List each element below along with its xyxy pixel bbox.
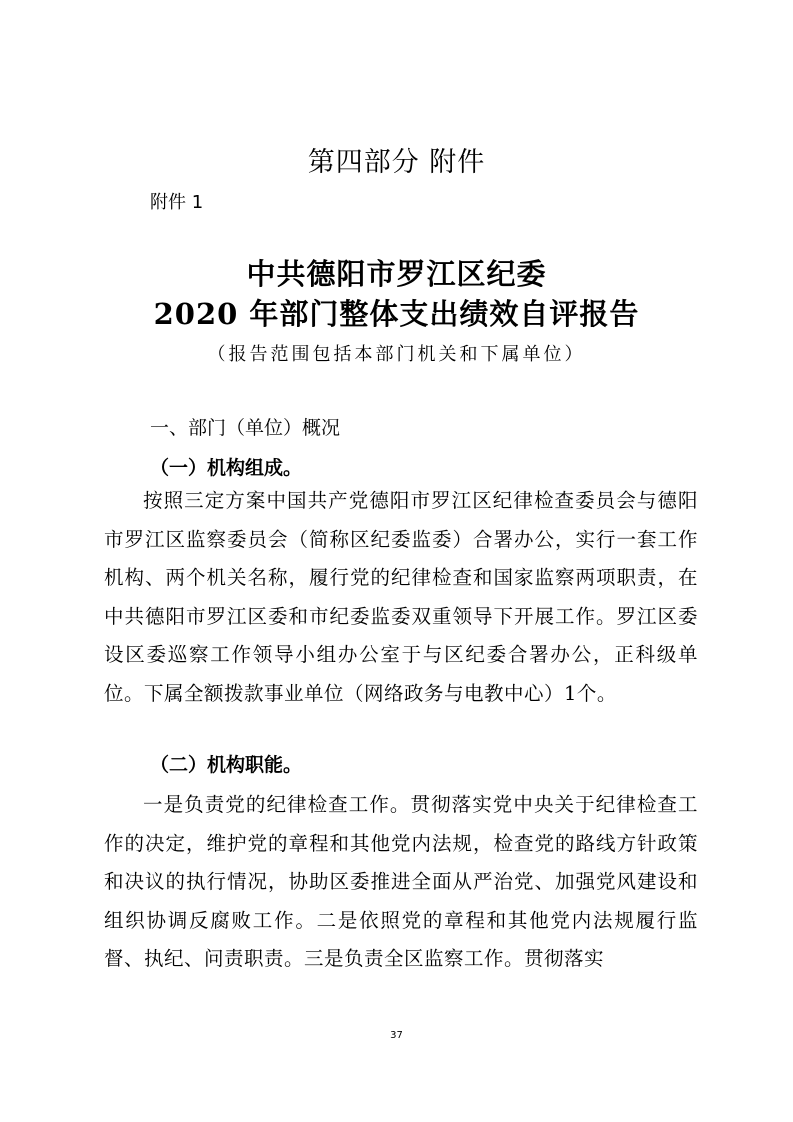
attachment-label: 附件 1 (150, 192, 204, 213)
paragraph-organization: 按照三定方案中国共产党德阳市罗江区纪律检查委员会与德阳市罗江区监察委员会（简称区纪委监委）合署办公，实行一套工作机构、两个机关名称，履行党的纪律检查和国家监察两项职责，在中共德阳市罗江区委和市纪委监委双重领导下开展工作。罗江区委设区委巡察工作领导小组办公室于与区纪委合署办公，正科级单位。下属全额拨款事业单位（网络政务与电教中心）1个。 (104, 489, 698, 705)
part-title: 第四部分 附件 (307, 147, 486, 178)
report-title-line1: 中共德阳市罗江区纪委 (246, 257, 547, 291)
paragraph-functions: 一是负责党的纪律检查工作。贯彻落实党中央关于纪律检查工作的决定，维护党的章程和其他党内法规，检查党的路线方针政策和决议的执行情况，协助区委推进全面从严治党、加强党风建设和组织协调反腐败工作。二是依照党的章程和其他党内法规履行监督、执纪、问责职责。三是负责全区监察工作。贯彻落实 (104, 793, 698, 970)
subsection-heading-organization: （一）机构组成。 (150, 457, 303, 479)
report-title-line2: 2020 年部门整体支出绩效自评报告 (153, 297, 640, 331)
subsection-heading-functions: （二）机构职能。 (150, 754, 303, 776)
report-scope: （报告范围包括本部门机关和下属单位） (207, 344, 586, 365)
section-heading: 一、部门（单位）概况 (150, 417, 341, 439)
page-number: 37 (390, 1030, 403, 1041)
